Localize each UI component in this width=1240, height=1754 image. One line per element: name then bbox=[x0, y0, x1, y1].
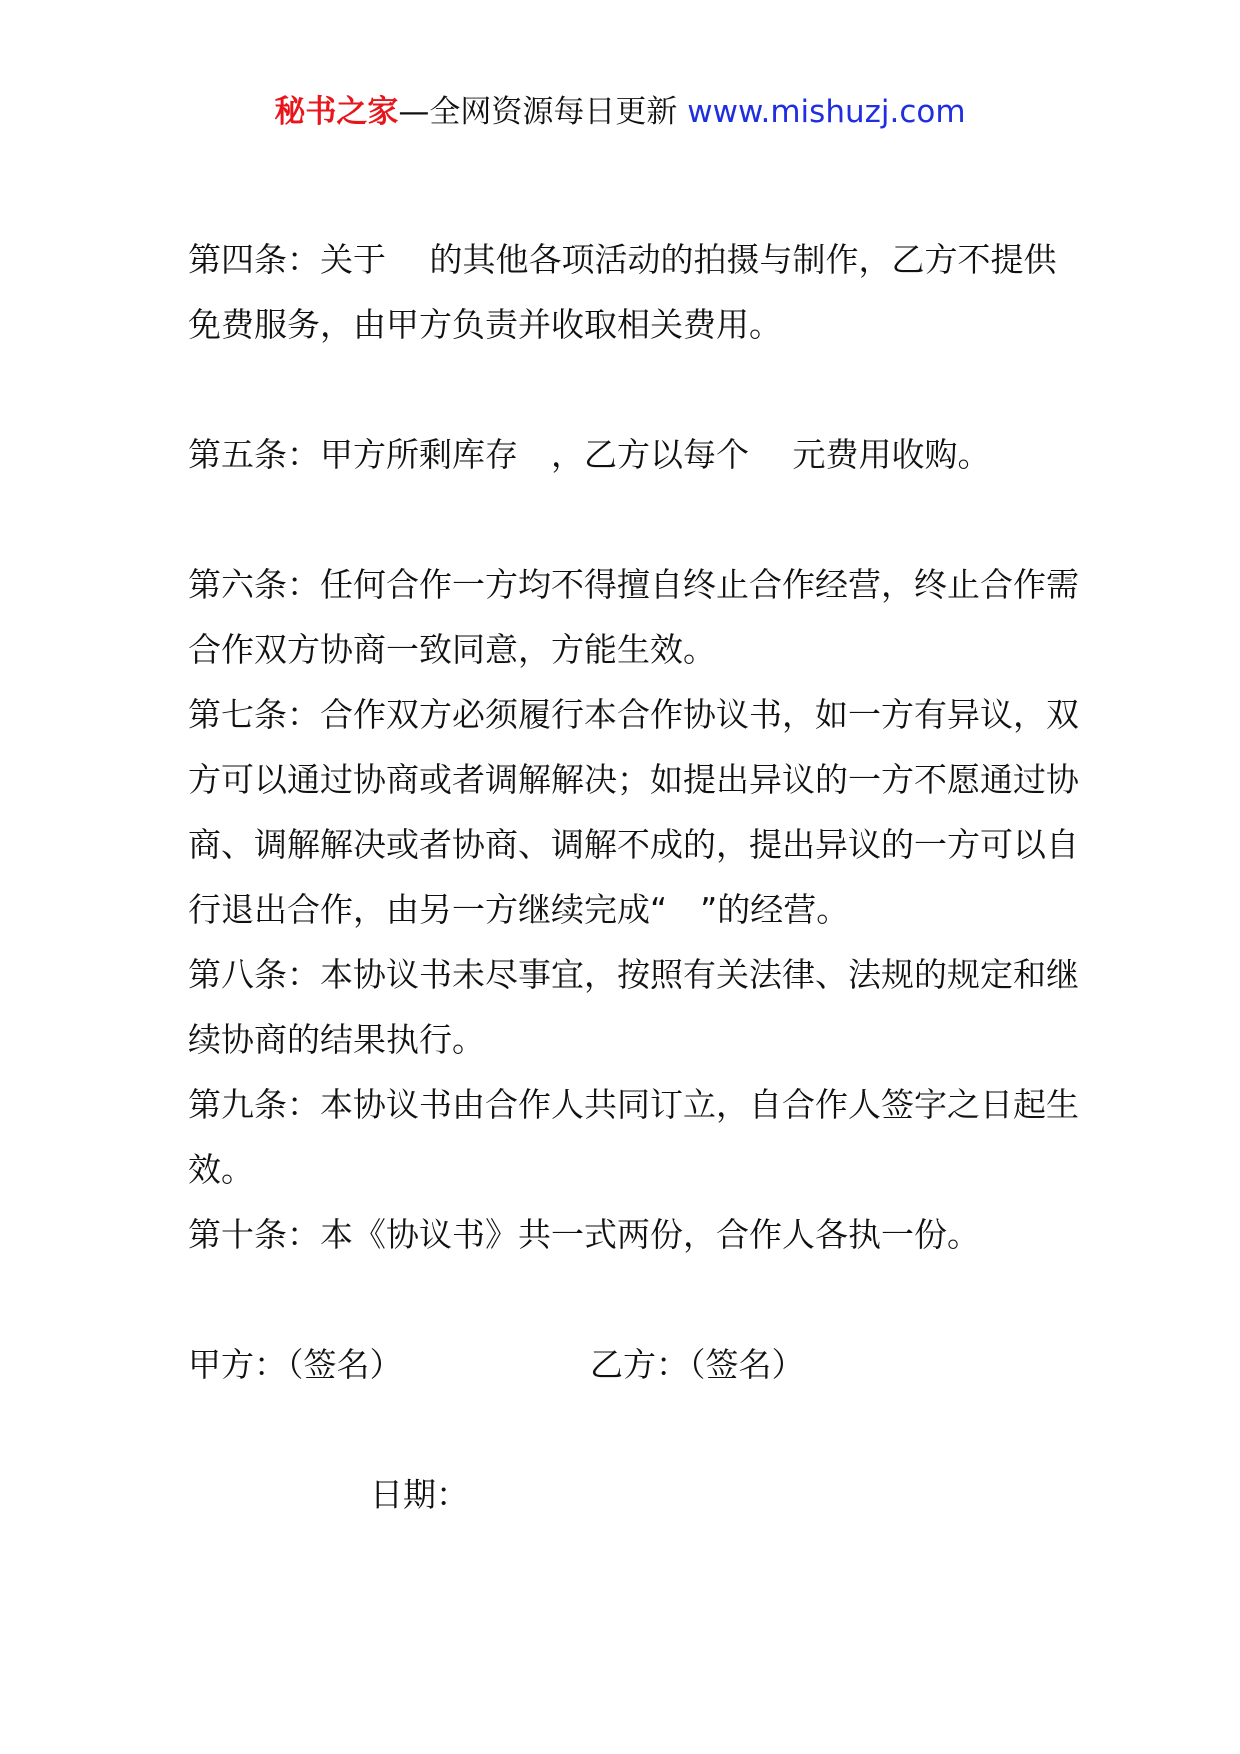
spacer bbox=[188, 357, 1088, 422]
signature-date: 日期： bbox=[370, 1475, 469, 1514]
spacer bbox=[188, 487, 1088, 552]
clause-7: 第七条：合作双方必须履行本合作协议书，如一方有异议，双方可以通过协商或者调解解决；如提出异议的一方不愿通过协商、调解解决或者协商、调解不成的，提出异议的一方可以自行退出合作，由另一方继续完成“ ”的经营。 bbox=[188, 695, 1079, 929]
clause-6: 第六条：任何合作一方均不得擅自终止合作经营，终止合作需合作双方协商一致同意，方能生效。 bbox=[188, 565, 1079, 669]
page-header bbox=[0, 92, 1240, 132]
agreement-body bbox=[188, 227, 1088, 1527]
spacer bbox=[188, 1267, 1088, 1332]
clause-9: 第九条：本协议书由合作人共同订立，自合作人签字之日起生效。 bbox=[188, 1085, 1079, 1189]
website-link[interactable]: www.mishuzj.com bbox=[687, 94, 966, 130]
signature-row bbox=[188, 1332, 1088, 1397]
clause-10: 第十条：本《协议书》共一式两份，合作人各执一份。 bbox=[188, 1215, 980, 1254]
spacer bbox=[188, 1397, 1088, 1462]
brand-name: 秘书之家 bbox=[274, 94, 399, 130]
clause-8: 第八条：本协议书未尽事宜，按照有关法律、法规的规定和继续协商的结果执行。 bbox=[188, 955, 1079, 1059]
clause-4: 第四条：关于 的其他各项活动的拍摄与制作，乙方不提供免费服务，由甲方负责并收取相关费用。 bbox=[188, 240, 1057, 344]
party-a-signature: 甲方：（签名） bbox=[188, 1345, 403, 1384]
clause-5: 第五条：甲方所剩库存 ，乙方以每个 元费用收购。 bbox=[188, 435, 991, 474]
header-tagline: —全网资源每日更新 bbox=[398, 94, 678, 130]
party-b-signature: 乙方：（签名） bbox=[590, 1345, 805, 1384]
